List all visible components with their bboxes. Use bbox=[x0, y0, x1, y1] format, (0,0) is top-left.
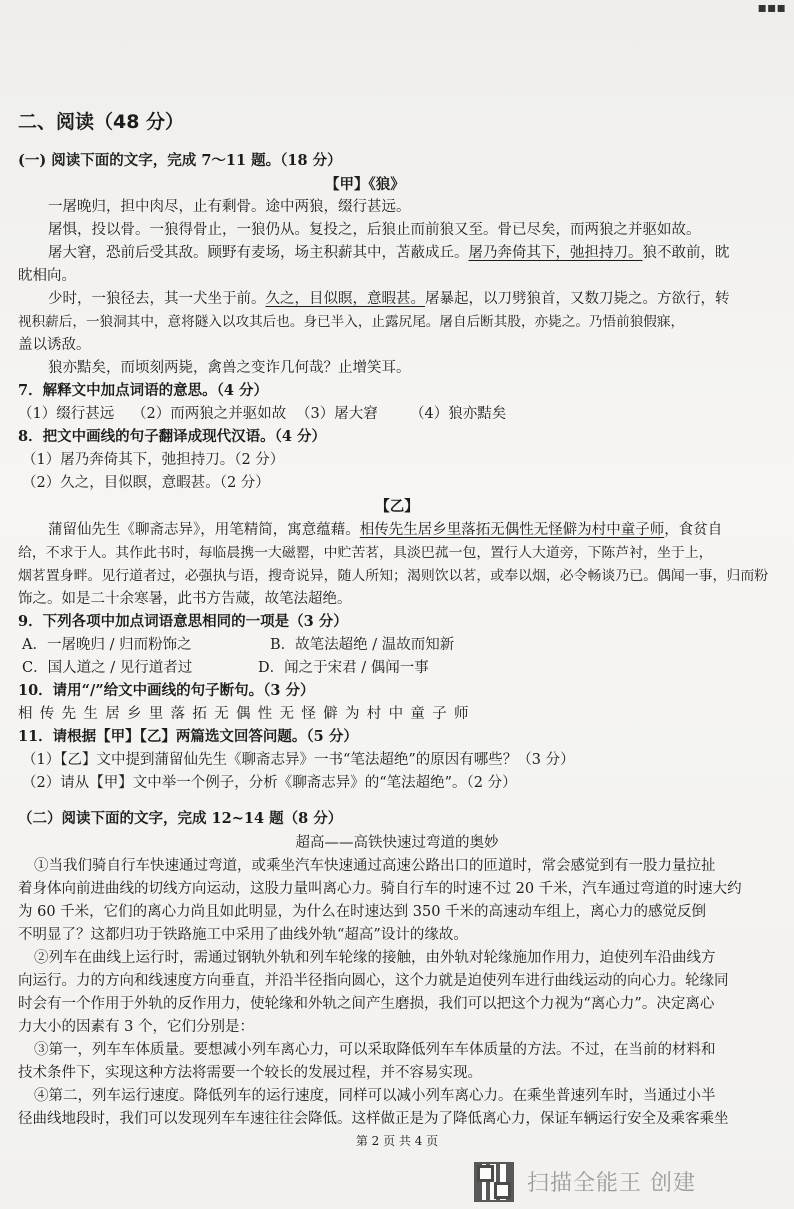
part2-line-4: 不明显了？这都归功于铁路施工中采用了曲线外轨“超高”设计的缘故。 bbox=[18, 927, 468, 943]
q8: 8．把文中画线的句子翻译成现代汉语。（4 分） bbox=[18, 428, 326, 445]
jia-para-3-tail: 狼不敢前，眈 bbox=[642, 245, 730, 261]
scanner-watermark: 扫描全能王 创建 bbox=[527, 1171, 696, 1196]
yi-para-2: 给，不求于人。其作此书时，每临晨携一大磁罂，中贮苦茗，具淡巴菰一包，置行人大道旁，下陈芦衬，坐于上， bbox=[18, 545, 713, 561]
part2-line-6: 向运行。力的方向和线速度方向垂直，并沿半径指向圆心，这个力就是迫使列车进行曲线运动的向心力。轮缘同 bbox=[18, 973, 729, 989]
q9-option-c: C．国人道之 / 见行道者过 bbox=[22, 660, 193, 676]
yi-para-4: 饰之。如是二十余寒暑，此书方告蒇，故笔法超绝。 bbox=[18, 591, 352, 607]
q8-item-1: （1）屠乃奔倚其下，弛担持刀。（2 分） bbox=[22, 452, 285, 468]
jia-para-1: 一屠晚归，担中肉尽，止有剩骨。途中两狼，缀行甚远。 bbox=[48, 199, 411, 215]
jia-para-4-tail: 屠暴起，以刀劈狼首，又数刀毙之。方欲行，转 bbox=[425, 291, 730, 307]
q7-item-3: （3）屠大窘 bbox=[296, 406, 378, 422]
part2-line-5: ②列车在曲线上运行时，需通过钢轨外轨和列车轮缘的接触，由外轨对轮缘施加作用力，迫使列车沿曲线方 bbox=[34, 950, 716, 966]
part2-line-1: ①当我们骑自行车快速通过弯道，或乘坐汽车快速通过高速公路出口的匝道时，常会感觉到有一股力量拉扯 bbox=[34, 858, 716, 874]
jia-para-3-text: 屠大窘，恐前后受其敌。顾野有麦场，场主积薪其中，苫蔽成丘。 bbox=[48, 245, 469, 261]
jia-para-5: 狼亦黠矣，而顷刻两毙，禽兽之变诈几何哉？止增笑耳。 bbox=[48, 360, 411, 376]
part2-line-7: 时会有一个作用于外轨的反作用力，使轮缘和外轨之间产生磨损，我们可以把这个力视为“离心力”。决定离心 bbox=[18, 996, 715, 1012]
yi-title: 【乙】 bbox=[375, 498, 419, 515]
q7-item-4: （4）狼亦黠矣 bbox=[410, 406, 507, 422]
q7-item-2: （2）而两狼之并驱如故 bbox=[132, 406, 287, 422]
q10: 10．请用“/”给文中画线的句子断句。（3 分） bbox=[18, 682, 315, 699]
q7-item-1: （1）缀行甚远 bbox=[18, 406, 115, 422]
jia-para-3-cont: 眈相向。 bbox=[18, 268, 76, 284]
jia-para-3 bbox=[48, 242, 730, 264]
jia-para-4-end: 盖以诱敌。 bbox=[18, 337, 91, 353]
part2-line-3: 为 60 千米，它们的离心力尚且如此明显，为什么在时速达到 350 千米的高速动车组上，离心力的感觉反倒 bbox=[18, 904, 707, 920]
jia-para-4-text: 少时，一狼径去，其一犬坐于前。 bbox=[48, 291, 266, 307]
jia-para-4 bbox=[48, 288, 730, 310]
q9-option-a: A．一屠晚归 / 归而粉饰之 bbox=[22, 637, 192, 653]
part2-line-8: 力大小的因素有 3 个，它们分别是： bbox=[18, 1019, 254, 1035]
jia-para-4-cont: 视积薪后，一狼洞其中，意将隧入以攻其后也。身已半入，止露尻尾。屠自后断其股，亦毙之。乃悟前狼假寐， bbox=[18, 314, 685, 330]
q8-item-2: （2）久之，目似瞑，意暇甚。（2 分） bbox=[22, 475, 270, 491]
jia-underline-2: 久之，目似瞑，意暇甚。 bbox=[265, 291, 425, 307]
part2-line-2: 着身体向前进曲线的切线方向运动，这股力量叫离心力。骑自行车的时速不过 20 千米，汽车通过弯道的时速大约 bbox=[18, 881, 742, 897]
jia-underline-1: 屠乃奔倚其下，弛担持刀。 bbox=[468, 245, 643, 261]
q11-item-2: （2）请从【甲】文中举一个例子，分析《聊斋志异》的“笔法超绝”。（2 分） bbox=[22, 775, 517, 791]
q9: 9．下列各项中加点词语意思相同的一项是（3 分） bbox=[18, 613, 348, 630]
part1-intro: (一) 阅读下面的文字，完成 7～11 题。（18 分） bbox=[18, 152, 342, 169]
yi-para-1-text: 蒲留仙先生《聊斋志异》，用笔精简，寓意蕴藉。 bbox=[48, 522, 360, 538]
part2-line-12: 径曲线地段时，我们可以发现列车车速往往会降低。这样做正是为了降低离心力，保证车辆运行安全及乘客乘坐 bbox=[18, 1111, 729, 1127]
yi-underline: 相传先生居乡里落拓无偶性无怪僻为村中童子师 bbox=[359, 522, 665, 538]
qr-code-icon bbox=[474, 1162, 514, 1202]
corner-mark: ▪▪▪ bbox=[757, 0, 786, 16]
yi-para-1 bbox=[48, 519, 722, 541]
part2-intro: （二）阅读下面的文字，完成 12~14 题（8 分） bbox=[18, 810, 343, 827]
part2-line-11: ④第二，列车运行速度。降低列车的运行速度，同样可以减小列车离心力。在乘坐普速列车时，当通过小半 bbox=[34, 1088, 716, 1104]
q9-option-b: B．故笔法超绝 / 温故而知新 bbox=[270, 637, 455, 653]
yi-para-1-tail: ，食贫自 bbox=[664, 522, 723, 538]
q9-option-d: D．闻之于宋君 / 偶闻一事 bbox=[258, 660, 429, 676]
q10-sentence: 相传先生居乡里落拓无偶性无怪僻为村中童子师 bbox=[18, 706, 476, 722]
jia-title: 【甲】《狼》 bbox=[325, 176, 405, 193]
part2-title: 超高——高铁快速过弯道的奥妙 bbox=[295, 835, 499, 851]
yi-para-3: 烟茗置身畔。见行道者过，必强执与语，搜奇说异，随人所知；渴则饮以茗，或奉以烟，必令畅谈乃已。偶闻一事，归而粉 bbox=[18, 568, 769, 584]
q7: 7．解释文中加点词语的意思。（4 分） bbox=[18, 382, 268, 399]
q11: 11．请根据【甲】【乙】两篇选文回答问题。（5 分） bbox=[18, 728, 358, 745]
part2-line-10: 技术条件下，实现这种方法将需要一个较长的发展过程，并不容易实现。 bbox=[18, 1065, 482, 1081]
part2-line-9: ③第一，列车车体质量。要想减小列车离心力，可以采取降低列车车体质量的方法。不过，在当前的材料和 bbox=[34, 1042, 716, 1058]
q11-item-1: （1）【乙】文中提到蒲留仙先生《聊斋志异》一书“笔法超绝”的原因有哪些？（3 分） bbox=[22, 752, 575, 768]
section-title: 二、阅读（48 分） bbox=[18, 111, 185, 133]
jia-para-2: 屠惧，投以骨。一狼得骨止，一狼仍从。复投之，后狼止而前狼又至。骨已尽矣，而两狼之并驱如故。 bbox=[48, 222, 701, 238]
page-footer: 第 2 页 共 4 页 bbox=[355, 1134, 439, 1148]
